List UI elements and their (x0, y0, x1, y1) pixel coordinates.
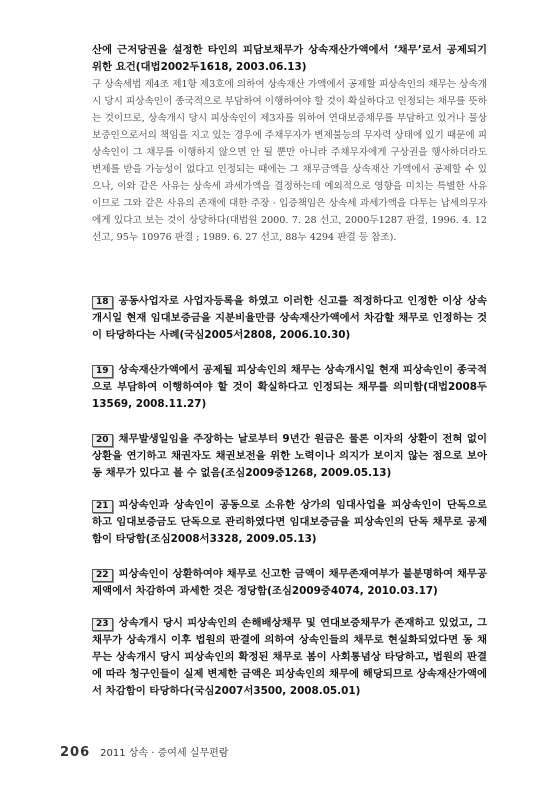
case-text: 공동사업자로 사업자등록을 하였고 이러한 신고를 적정하다고 인정한 이상 상속개시일 현재 임대보증금을 지분비율만큼 상속재산가액에서 차감할 채무로 인정하는 것이 타당하다는 사례(국심2005서2808, 2006.10.30) (92, 295, 487, 341)
case-number-badge: 21 (92, 500, 113, 513)
page-footer (60, 744, 228, 760)
case-text: 채무발생일임을 주장하는 날로부터 9년간 원금은 물론 이자의 상환이 전혀 없이 상환을 연기하고 채권자도 채권보전을 위한 노력이나 의지가 보이지 않는 점으로 보아 동 채무가 있다고 볼 수 없음(조심2009중1268, 2009.05.13) (92, 433, 487, 479)
case-item-18 (92, 293, 487, 344)
case-number-badge: 19 (92, 365, 113, 378)
intro-section (92, 42, 487, 246)
case-item-23 (92, 615, 487, 700)
case-text: 피상속인이 상환하여야 채무로 신고한 금액이 채무존재여부가 불분명하여 채무공제액에서 차감하여 과세한 것은 정당함(조심2009중4074, 2010.03.17) (92, 568, 487, 597)
case-number-badge: 22 (92, 569, 113, 582)
case-item-21 (92, 497, 487, 548)
case-item-22 (92, 566, 487, 600)
case-number-badge: 23 (92, 618, 113, 631)
case-number-badge: 18 (92, 296, 113, 309)
case-text: 상속개시 당시 피상속인의 손해배상채무 및 연대보증채무가 존재하고 있었고, 그 채무가 상속개시 이후 법원의 판결에 의하여 상속인들의 채무로 현실화되었다면 동 채무는 상속개시 당시 피상속인의 확정된 채무로 봄이 사회통념상 타당하고, 법원의 판결에 따라 청구인들이 실제 변제한 금액은 피상속인의 채무에 해당되므로 상속재산가액에서 차감함이 타당하다(국심2007서3500, 2008.05.01) (92, 617, 487, 697)
intro-heading: 산에 근저당권을 설정한 타인의 피담보채무가 상속재산가액에서 ‘채무’로서 공제되기 위한 요건(대법2002두1618, 2003.06.13) (92, 44, 487, 73)
book-title: 2011 상속 · 증여세 실무편람 (100, 748, 229, 759)
case-text: 상속재산가액에서 공제될 피상속인의 채무는 상속개시일 현재 피상속인이 종국적으로 부담하여 이행하여야 할 것이 확실하다고 인정되는 채무를 의미함(대법2008두13569, 2008.11.27) (92, 364, 487, 410)
case-number-badge: 20 (92, 434, 113, 447)
page-number: 206 (60, 745, 91, 760)
case-item-19 (92, 362, 487, 413)
intro-body: 구 상속세법 제4조 제1항 제3호에 의하여 상속재산 가액에서 공제할 피상속인의 채무는 상속개시 당시 피상속인이 종국적으로 부담하여 이행하여야 할 것이 확실하다고 인정되는 채무를 뜻하는 것이므로, 상속개시 당시 피상속인이 제3자를 위하여 연대보증채무를 부담하고 있거나 물상보증인으로서의 책임을 지고 있는 경우에 주채무자가 변제불능의 무자력 상태에 있기 때문에 피상속인이 그 채무를 이행하지 않으면 안 될 뿐만 아니라 주채무자에게 구상권을 행사하더라도 변제를 받을 가능성이 없다고 인정되는 때에는 그 채무금액을 상속재산 가액에서 공제할 수 있으나, 이와 같은 사유는 상속세 과세가액을 결정하는데 예외적으로 영향을 미치는 특별한 사유이므로 그와 같은 사유의 존재에 대한 주장 · 입증책임은 상속세 과세가액을 다투는 납세의무자에게 있다고 보는 것이 상당하다(대법원 2000. 7. 28 선고, 2000두1287 판결, 1996. 4. 12 선고, 95누 10976 판결 ; 1989. 6. 27 선고, 88누 4294 판결 등 참조). (92, 79, 487, 243)
case-item-20 (92, 431, 487, 482)
case-text: 피상속인과 상속인이 공동으로 소유한 상가의 임대사업을 피상속인이 단독으로 하고 임대보증금도 단독으로 관리하였다면 임대보증금을 피상속인의 단독 채무로 공제함이 타당함(조심2008서3328, 2009.05.13) (92, 499, 487, 545)
